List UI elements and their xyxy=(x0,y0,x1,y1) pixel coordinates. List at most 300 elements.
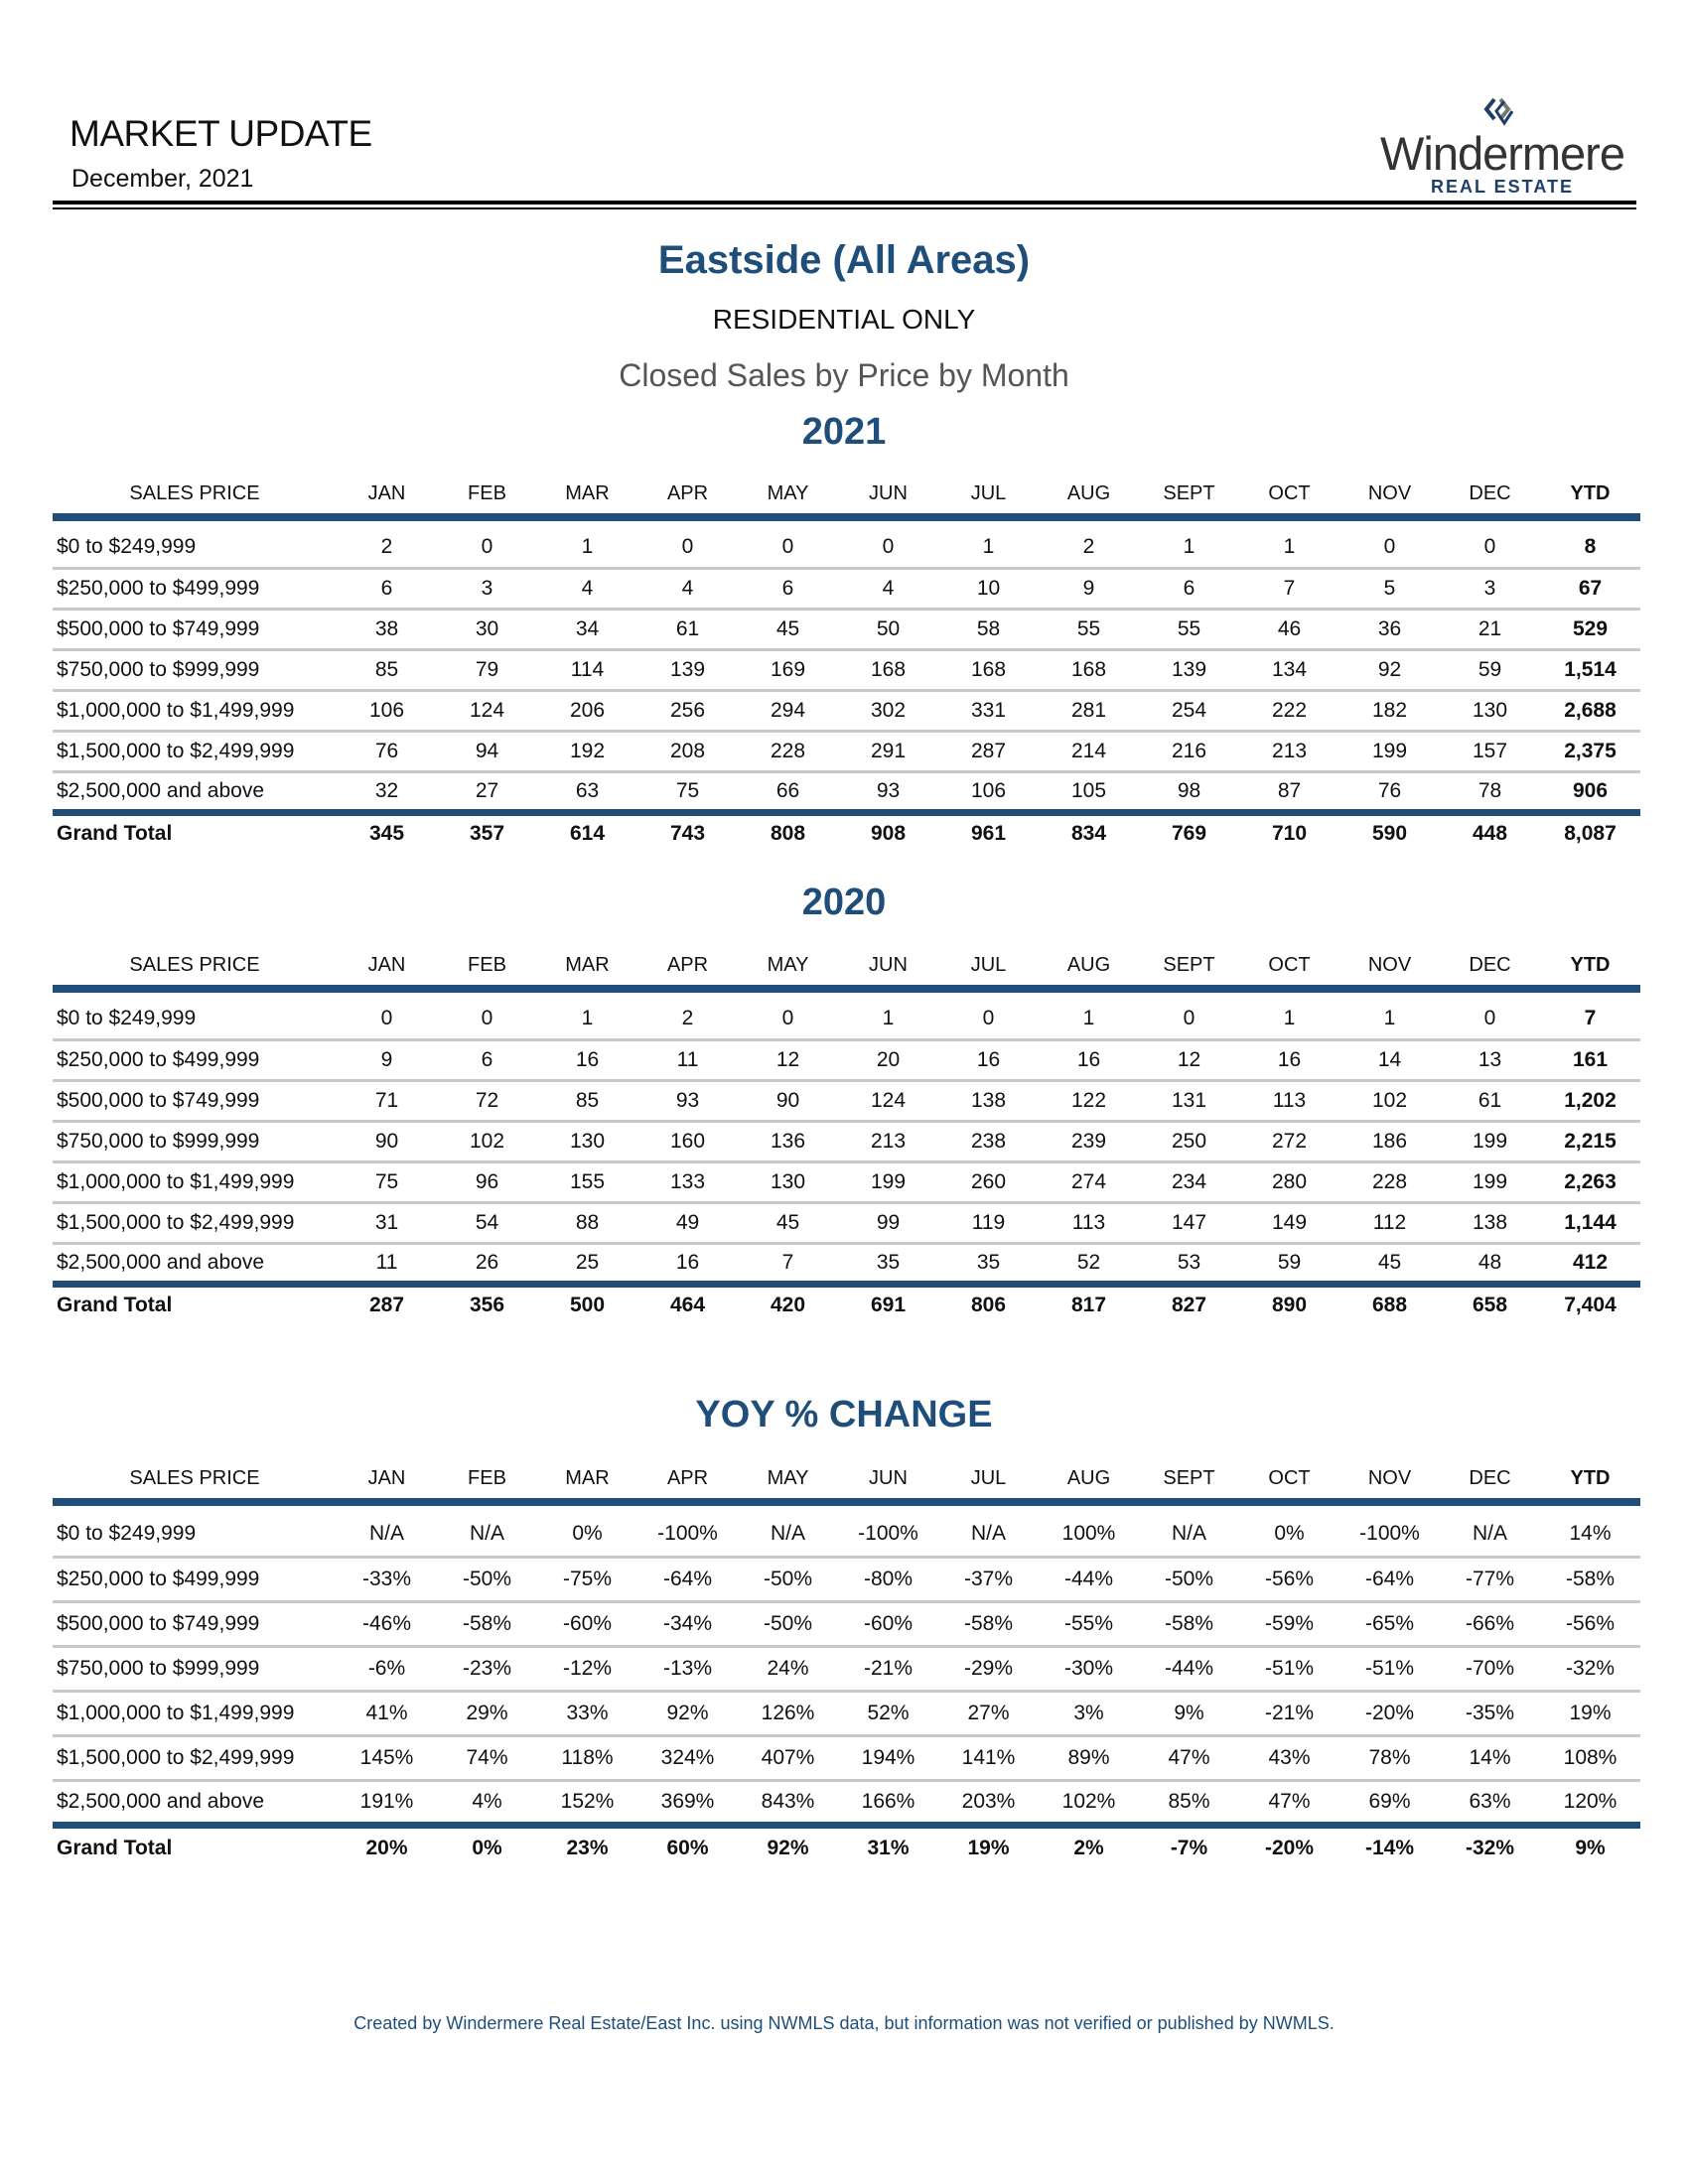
value-cell: -59% xyxy=(1239,1601,1339,1646)
value-cell: -100% xyxy=(838,1512,938,1557)
value-cell: 331 xyxy=(938,690,1039,731)
value-cell: 166% xyxy=(838,1780,938,1825)
value-cell: 79 xyxy=(437,649,537,690)
column-header: OCT xyxy=(1268,481,1311,504)
price-range-cell: $2,500,000 and above xyxy=(53,1243,337,1284)
header-rule xyxy=(53,201,1636,205)
total-cell: 500 xyxy=(569,1294,606,1317)
total-cell: 2% xyxy=(1073,1837,1104,1860)
value-cell: 222 xyxy=(1239,690,1339,731)
price-range-cell: $1,500,000 to $2,499,999 xyxy=(53,1202,337,1243)
value-cell: 130 xyxy=(537,1121,637,1161)
value-cell: 4 xyxy=(637,568,738,609)
value-cell: -50% xyxy=(738,1601,838,1646)
value-cell: 2,375 xyxy=(1540,731,1640,771)
value-cell: 9% xyxy=(1139,1691,1239,1735)
value-cell: 63 xyxy=(537,771,637,812)
value-cell: 4% xyxy=(437,1780,537,1825)
table-title: 2021 xyxy=(801,411,887,453)
total-cell: 808 xyxy=(770,822,806,846)
value-cell: 46 xyxy=(1239,609,1339,649)
column-header: JUN xyxy=(869,481,908,504)
column-header: SALES PRICE xyxy=(129,1466,260,1489)
report-description: Closed Sales by Price by Month xyxy=(619,357,1069,393)
total-cell: 92% xyxy=(767,1837,809,1860)
total-cell: 688 xyxy=(1371,1294,1408,1317)
value-cell: 76 xyxy=(337,731,437,771)
value-cell: 11 xyxy=(337,1243,437,1284)
value-cell: -34% xyxy=(637,1601,738,1646)
value-cell: 16 xyxy=(537,1039,637,1080)
report-date: December, 2021 xyxy=(71,165,254,193)
value-cell: 161 xyxy=(1540,1039,1640,1080)
logo-subtitle: REAL ESTATE xyxy=(1430,177,1574,197)
value-cell: -13% xyxy=(637,1646,738,1691)
value-cell: 1,514 xyxy=(1540,649,1640,690)
value-cell: 0 xyxy=(1339,527,1440,568)
table-row xyxy=(53,771,1640,812)
column-header: JAN xyxy=(367,953,406,976)
header-rule-thin xyxy=(53,207,1636,209)
column-header: SEPT xyxy=(1163,1466,1215,1489)
value-cell: N/A xyxy=(337,1512,437,1557)
value-cell: 407% xyxy=(738,1735,838,1780)
table-row xyxy=(53,1512,1640,1557)
value-cell: -60% xyxy=(838,1601,938,1646)
value-cell: 2,263 xyxy=(1540,1161,1640,1202)
value-cell: 199 xyxy=(1440,1161,1540,1202)
value-cell: 94 xyxy=(437,731,537,771)
value-cell: -60% xyxy=(537,1601,637,1646)
value-cell: 182 xyxy=(1339,690,1440,731)
price-range-cell: $750,000 to $999,999 xyxy=(53,649,337,690)
value-cell: 324% xyxy=(637,1735,738,1780)
value-cell: 63% xyxy=(1440,1780,1540,1825)
value-cell: 254 xyxy=(1139,690,1239,731)
value-cell: 59 xyxy=(1239,1243,1339,1284)
value-cell: 74% xyxy=(437,1735,537,1780)
table-row xyxy=(53,1121,1640,1161)
column-header: JAN xyxy=(367,481,406,504)
value-cell: 48 xyxy=(1440,1243,1540,1284)
value-cell: 1,202 xyxy=(1540,1080,1640,1121)
value-cell: 168 xyxy=(1039,649,1139,690)
value-cell: 25 xyxy=(537,1243,637,1284)
total-cell: 420 xyxy=(770,1294,806,1317)
value-cell: 274 xyxy=(1039,1161,1139,1202)
table-row xyxy=(53,1557,1640,1601)
price-range-cell: $0 to $249,999 xyxy=(53,527,337,568)
value-cell: -55% xyxy=(1039,1601,1139,1646)
value-cell: 234 xyxy=(1139,1161,1239,1202)
value-cell: 280 xyxy=(1239,1161,1339,1202)
value-cell: 213 xyxy=(1239,731,1339,771)
total-cell: 23% xyxy=(566,1837,609,1860)
value-cell: 206 xyxy=(537,690,637,731)
table-row xyxy=(53,568,1640,609)
value-cell: 194% xyxy=(838,1735,938,1780)
total-cell: -14% xyxy=(1364,1837,1415,1860)
price-range-cell: $1,000,000 to $1,499,999 xyxy=(53,1161,337,1202)
value-cell: 0 xyxy=(738,527,838,568)
value-cell: -44% xyxy=(1139,1646,1239,1691)
value-cell: 1,144 xyxy=(1540,1202,1640,1243)
value-cell: 130 xyxy=(1440,690,1540,731)
value-cell: -33% xyxy=(337,1557,437,1601)
price-range-cell: $750,000 to $999,999 xyxy=(53,1121,337,1161)
column-header: SALES PRICE xyxy=(129,481,260,504)
column-header: MAY xyxy=(767,481,809,504)
column-header: MAY xyxy=(767,1466,809,1489)
value-cell: 0 xyxy=(938,999,1039,1039)
value-cell: 45 xyxy=(738,1202,838,1243)
value-cell: 33% xyxy=(537,1691,637,1735)
table-row xyxy=(53,1202,1640,1243)
column-header: YTD xyxy=(1570,953,1611,976)
value-cell: N/A xyxy=(738,1512,838,1557)
table-row xyxy=(53,690,1640,731)
value-cell: 2 xyxy=(337,527,437,568)
column-header: FEB xyxy=(468,953,506,976)
value-cell: -58% xyxy=(938,1601,1039,1646)
value-cell: 108% xyxy=(1540,1735,1640,1780)
column-header: OCT xyxy=(1268,953,1311,976)
value-cell: 61 xyxy=(1440,1080,1540,1121)
value-cell: 238 xyxy=(938,1121,1039,1161)
value-cell: 34 xyxy=(537,609,637,649)
total-cell: 710 xyxy=(1271,822,1308,846)
value-cell: 89% xyxy=(1039,1735,1139,1780)
table-row xyxy=(53,527,1640,568)
value-cell: 134 xyxy=(1239,649,1339,690)
value-cell: 843% xyxy=(738,1780,838,1825)
value-cell: 136 xyxy=(738,1121,838,1161)
total-cell: 817 xyxy=(1070,1294,1107,1317)
value-cell: N/A xyxy=(437,1512,537,1557)
value-cell: 58 xyxy=(938,609,1039,649)
column-header: MAY xyxy=(767,953,809,976)
value-cell: 36 xyxy=(1339,609,1440,649)
value-cell: -37% xyxy=(938,1557,1039,1601)
price-range-cell: $1,000,000 to $1,499,999 xyxy=(53,690,337,731)
value-cell: -44% xyxy=(1039,1557,1139,1601)
value-cell: -30% xyxy=(1039,1646,1139,1691)
value-cell: -77% xyxy=(1440,1557,1540,1601)
value-cell: 102 xyxy=(1339,1080,1440,1121)
value-cell: 0% xyxy=(537,1512,637,1557)
value-cell: 3 xyxy=(437,568,537,609)
column-header: JUN xyxy=(869,953,908,976)
value-cell: 281 xyxy=(1039,690,1139,731)
column-header: DEC xyxy=(1469,953,1511,976)
value-cell: -6% xyxy=(337,1646,437,1691)
value-cell: 228 xyxy=(738,731,838,771)
table-row xyxy=(53,609,1640,649)
table-title: YOY % CHANGE xyxy=(695,1394,993,1435)
total-cell: 961 xyxy=(970,822,1007,846)
value-cell: -12% xyxy=(537,1646,637,1691)
value-cell: 124 xyxy=(437,690,537,731)
value-cell: -65% xyxy=(1339,1601,1440,1646)
value-cell: 0 xyxy=(838,527,938,568)
value-cell: -64% xyxy=(1339,1557,1440,1601)
value-cell: 112 xyxy=(1339,1202,1440,1243)
value-cell: -46% xyxy=(337,1601,437,1646)
value-cell: 126% xyxy=(738,1691,838,1735)
value-cell: 2 xyxy=(637,999,738,1039)
price-range-cell: $250,000 to $499,999 xyxy=(53,1557,337,1601)
value-cell: 1 xyxy=(938,527,1039,568)
value-cell: 78% xyxy=(1339,1735,1440,1780)
table-row xyxy=(53,1691,1640,1735)
value-cell: 147 xyxy=(1139,1202,1239,1243)
total-cell: 60% xyxy=(666,1837,709,1860)
value-cell: -35% xyxy=(1440,1691,1540,1735)
value-cell: 55 xyxy=(1139,609,1239,649)
value-cell: 169 xyxy=(738,649,838,690)
area-title: Eastside (All Areas) xyxy=(657,238,1031,282)
column-header: JUL xyxy=(970,953,1007,976)
value-cell: -58% xyxy=(1540,1557,1640,1601)
grand-total-row xyxy=(53,1825,1640,1869)
table-title: 2020 xyxy=(801,882,887,923)
value-cell: 13 xyxy=(1440,1039,1540,1080)
value-cell: N/A xyxy=(1440,1512,1540,1557)
value-cell: 124 xyxy=(838,1080,938,1121)
price-range-cell: $2,500,000 and above xyxy=(53,1780,337,1825)
value-cell: 139 xyxy=(1139,649,1239,690)
value-cell: 186 xyxy=(1339,1121,1440,1161)
value-cell: 1 xyxy=(1239,999,1339,1039)
column-header: MAR xyxy=(565,1466,610,1489)
value-cell: 8 xyxy=(1540,527,1640,568)
total-cell: 345 xyxy=(368,822,405,846)
header-row xyxy=(53,1458,1640,1502)
total-cell: 890 xyxy=(1271,1294,1308,1317)
value-cell: 145% xyxy=(337,1735,437,1780)
value-cell: 45 xyxy=(738,609,838,649)
value-cell: 53 xyxy=(1139,1243,1239,1284)
value-cell: 139 xyxy=(637,649,738,690)
value-cell: 72 xyxy=(437,1080,537,1121)
value-cell: 10 xyxy=(938,568,1039,609)
value-cell: 5 xyxy=(1339,568,1440,609)
value-cell: -51% xyxy=(1339,1646,1440,1691)
value-cell: 133 xyxy=(637,1161,738,1202)
value-cell: 7 xyxy=(738,1243,838,1284)
value-cell: 75 xyxy=(337,1161,437,1202)
total-cell: 834 xyxy=(1070,822,1107,846)
value-cell: 3% xyxy=(1039,1691,1139,1735)
value-cell: 7 xyxy=(1239,568,1339,609)
total-cell: 658 xyxy=(1472,1294,1508,1317)
value-cell: 69% xyxy=(1339,1780,1440,1825)
value-cell: 75 xyxy=(637,771,738,812)
price-range-cell: $750,000 to $999,999 xyxy=(53,1646,337,1691)
value-cell: -80% xyxy=(838,1557,938,1601)
value-cell: 113 xyxy=(1239,1080,1339,1121)
value-cell: 76 xyxy=(1339,771,1440,812)
value-cell: 160 xyxy=(637,1121,738,1161)
value-cell: -21% xyxy=(838,1646,938,1691)
total-cell: 20% xyxy=(365,1837,408,1860)
value-cell: 47% xyxy=(1239,1780,1339,1825)
value-cell: 24% xyxy=(738,1646,838,1691)
table-row xyxy=(53,649,1640,690)
value-cell: 2,688 xyxy=(1540,690,1640,731)
value-cell: 214 xyxy=(1039,731,1139,771)
value-cell: 12 xyxy=(738,1039,838,1080)
column-header: SEPT xyxy=(1163,953,1215,976)
table-row xyxy=(53,1039,1640,1080)
value-cell: 131 xyxy=(1139,1080,1239,1121)
value-cell: 302 xyxy=(838,690,938,731)
value-cell: -56% xyxy=(1239,1557,1339,1601)
value-cell: 9 xyxy=(1039,568,1139,609)
windermere-logo xyxy=(1368,95,1636,198)
price-range-cell: $500,000 to $749,999 xyxy=(53,609,337,649)
value-cell: 78 xyxy=(1440,771,1540,812)
total-cell: 31% xyxy=(867,1837,910,1860)
value-cell: 93 xyxy=(838,771,938,812)
total-cell: -20% xyxy=(1264,1837,1315,1860)
value-cell: 87 xyxy=(1239,771,1339,812)
total-cell: 908 xyxy=(870,822,907,846)
value-cell: 113 xyxy=(1039,1202,1139,1243)
sales-table-2 xyxy=(53,1458,1640,1869)
total-cell: 19% xyxy=(967,1837,1010,1860)
price-range-cell: $250,000 to $499,999 xyxy=(53,1039,337,1080)
value-cell: 99 xyxy=(838,1202,938,1243)
value-cell: 6 xyxy=(337,568,437,609)
value-cell: 239 xyxy=(1039,1121,1139,1161)
value-cell: 1 xyxy=(838,999,938,1039)
value-cell: -56% xyxy=(1540,1601,1640,1646)
value-cell: 26 xyxy=(437,1243,537,1284)
value-cell: 85 xyxy=(537,1080,637,1121)
value-cell: 85% xyxy=(1139,1780,1239,1825)
value-cell: 45 xyxy=(1339,1243,1440,1284)
value-cell: 1 xyxy=(537,527,637,568)
value-cell: 213 xyxy=(838,1121,938,1161)
value-cell: 100% xyxy=(1039,1512,1139,1557)
value-cell: 294 xyxy=(738,690,838,731)
value-cell: 138 xyxy=(938,1080,1039,1121)
value-cell: 27 xyxy=(437,771,537,812)
column-header: SEPT xyxy=(1163,481,1215,504)
value-cell: 256 xyxy=(637,690,738,731)
value-cell: 43% xyxy=(1239,1735,1339,1780)
value-cell: 16 xyxy=(938,1039,1039,1080)
value-cell: 96 xyxy=(437,1161,537,1202)
value-cell: 27% xyxy=(938,1691,1039,1735)
column-header: APR xyxy=(666,953,709,976)
table-row xyxy=(53,1735,1640,1780)
value-cell: 16 xyxy=(637,1243,738,1284)
value-cell: 120% xyxy=(1540,1780,1640,1825)
value-cell: -100% xyxy=(637,1512,738,1557)
value-cell: 61 xyxy=(637,609,738,649)
column-header: JUN xyxy=(869,1466,908,1489)
value-cell: -70% xyxy=(1440,1646,1540,1691)
value-cell: 4 xyxy=(838,568,938,609)
value-cell: 1 xyxy=(1039,999,1139,1039)
value-cell: 0 xyxy=(738,999,838,1039)
value-cell: 291 xyxy=(838,731,938,771)
value-cell: -21% xyxy=(1239,1691,1339,1735)
value-cell: 168 xyxy=(938,649,1039,690)
total-cell: 743 xyxy=(669,822,706,846)
grand-total-row xyxy=(53,1284,1640,1324)
footer-disclaimer: Created by Windermere Real Estate/East Inc. using NWMLS data, but information was not verified or published by NWMLS. xyxy=(353,2013,1335,2033)
value-cell: 2 xyxy=(1039,527,1139,568)
total-cell: -32% xyxy=(1465,1837,1515,1860)
table-row xyxy=(53,1646,1640,1691)
value-cell: 1 xyxy=(1339,999,1440,1039)
value-cell: 122 xyxy=(1039,1080,1139,1121)
value-cell: 228 xyxy=(1339,1161,1440,1202)
value-cell: 287 xyxy=(938,731,1039,771)
value-cell: 529 xyxy=(1540,609,1640,649)
property-type: RESIDENTIAL ONLY xyxy=(712,304,976,335)
value-cell: 92 xyxy=(1339,649,1440,690)
value-cell: 35 xyxy=(838,1243,938,1284)
total-cell: 806 xyxy=(970,1294,1007,1317)
value-cell: 14 xyxy=(1339,1039,1440,1080)
value-cell: -75% xyxy=(537,1557,637,1601)
value-cell: 98 xyxy=(1139,771,1239,812)
value-cell: -23% xyxy=(437,1646,537,1691)
price-range-cell: $2,500,000 and above xyxy=(53,771,337,812)
column-header: NOV xyxy=(1367,481,1412,504)
value-cell: -29% xyxy=(938,1646,1039,1691)
value-cell: 102 xyxy=(437,1121,537,1161)
value-cell: -58% xyxy=(1139,1601,1239,1646)
value-cell: 106 xyxy=(938,771,1039,812)
value-cell: 114 xyxy=(537,649,637,690)
value-cell: 906 xyxy=(1540,771,1640,812)
value-cell: 38 xyxy=(337,609,437,649)
value-cell: -51% xyxy=(1239,1646,1339,1691)
value-cell: 157 xyxy=(1440,731,1540,771)
value-cell: 369% xyxy=(637,1780,738,1825)
logo-mark-icon xyxy=(1482,95,1522,129)
value-cell: 149 xyxy=(1239,1202,1339,1243)
value-cell: 19% xyxy=(1540,1691,1640,1735)
value-cell: 0 xyxy=(1139,999,1239,1039)
header-row xyxy=(53,474,1640,517)
value-cell: 0 xyxy=(637,527,738,568)
value-cell: 52% xyxy=(838,1691,938,1735)
price-range-cell: $0 to $249,999 xyxy=(53,999,337,1039)
value-cell: 41% xyxy=(337,1691,437,1735)
value-cell: 272 xyxy=(1239,1121,1339,1161)
value-cell: 0 xyxy=(437,527,537,568)
total-cell: 464 xyxy=(669,1294,706,1317)
total-cell: 614 xyxy=(569,822,606,846)
total-cell: 590 xyxy=(1371,822,1408,846)
value-cell: 0 xyxy=(1440,999,1540,1039)
value-cell: 12 xyxy=(1139,1039,1239,1080)
value-cell: 30 xyxy=(437,609,537,649)
total-cell: 287 xyxy=(368,1294,405,1317)
column-header: YTD xyxy=(1570,1466,1611,1489)
value-cell: 32 xyxy=(337,771,437,812)
column-header: JUL xyxy=(970,481,1007,504)
value-cell: 119 xyxy=(938,1202,1039,1243)
column-header: NOV xyxy=(1367,953,1412,976)
value-cell: 4 xyxy=(537,568,637,609)
